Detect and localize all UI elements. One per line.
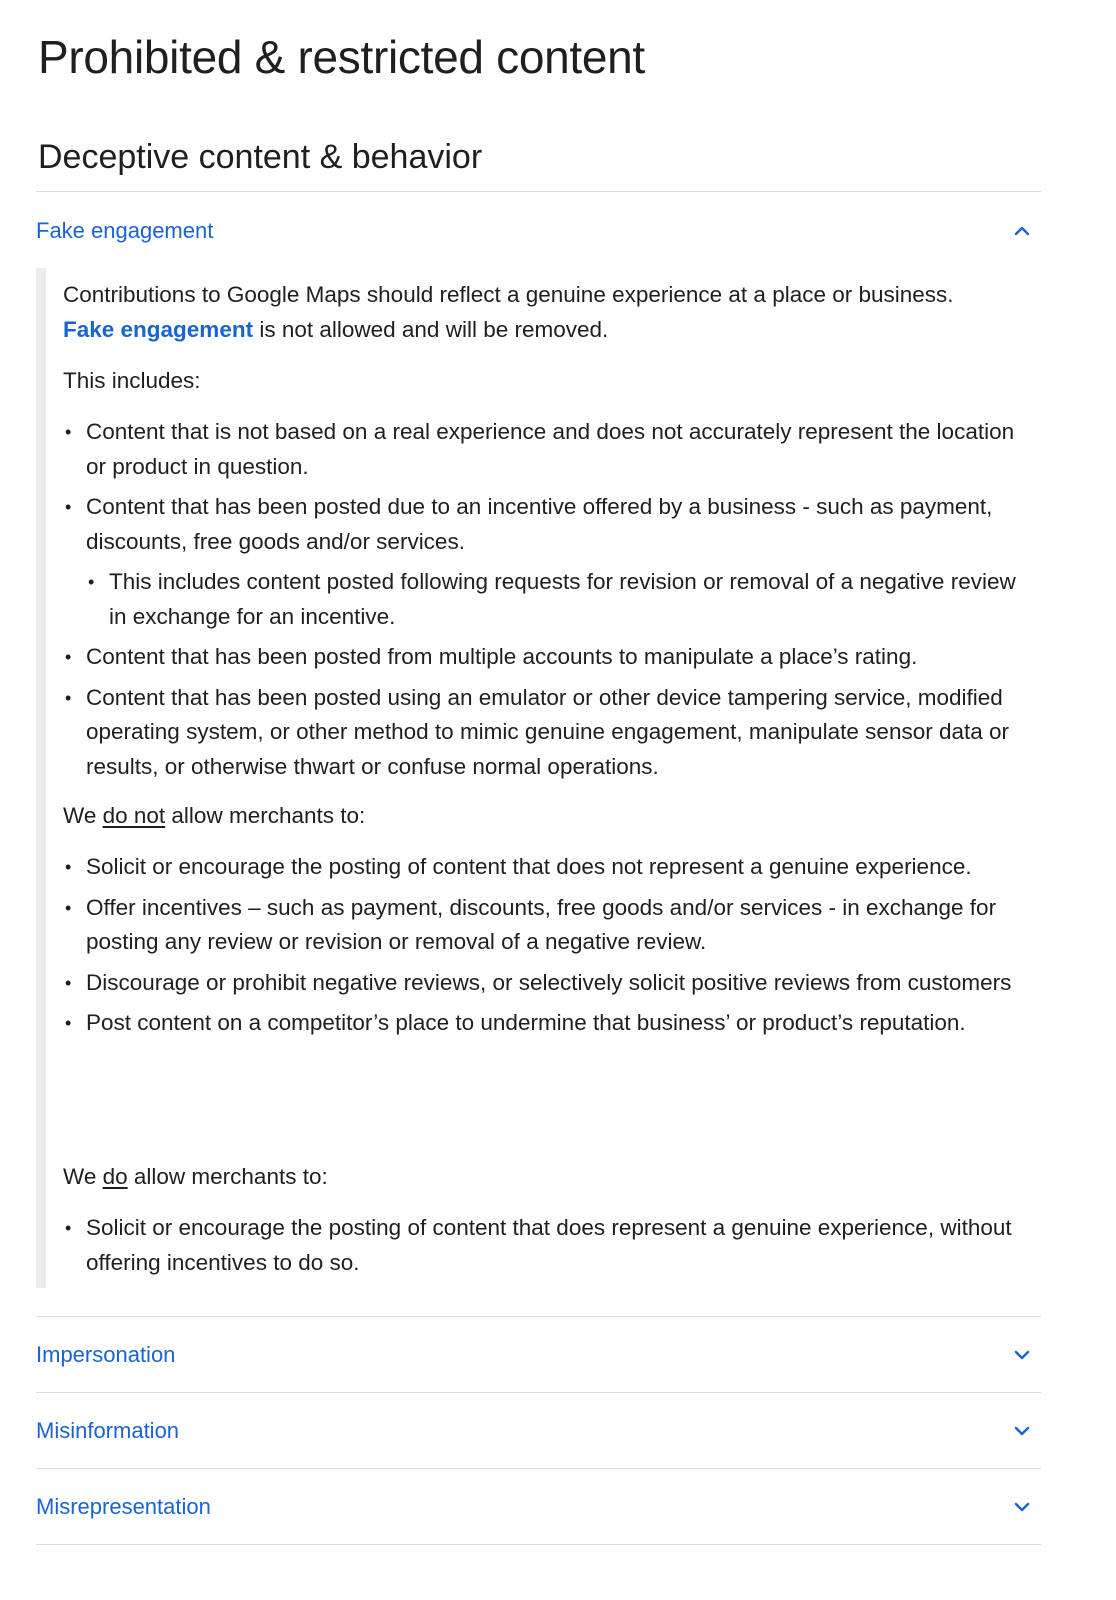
list-item: • Post content on a competitor’s place to undermine that business’ or product’s reputation.: [63, 1006, 1033, 1041]
includes-list: [63, 415, 1033, 790]
not-allow-list: [63, 850, 1033, 1047]
allow-list: [63, 1211, 1033, 1286]
divider: [36, 1392, 1041, 1393]
list-item: • Discourage or prohibit negative reviews, or selectively solicit positive reviews from customers: [63, 966, 1033, 1001]
list-item: • Content that has been posted due to an incentive offered by a business - such as payment, discounts, free goods and/or services.: [63, 490, 1033, 559]
divider: [36, 1316, 1041, 1317]
accordion-title-misrepresentation: Misrepresentation: [36, 1494, 211, 1519]
list-item: • Content that has been posted using an emulator or other device tampering service, modified operating system, or other method to mimic genuine engagement, manipulate sensor data or results, or otherwise thwart or confuse normal operations.: [63, 681, 1033, 785]
accordion-header-fake-engagement[interactable]: [36, 211, 1041, 251]
allow-emphasis: do: [102, 1164, 128, 1189]
accordion-header-impersonation[interactable]: [36, 1335, 1041, 1375]
not-allow-suffix: allow merchants to:: [165, 803, 366, 828]
divider: [36, 191, 1041, 192]
chevron-down-icon[interactable]: [1011, 1496, 1033, 1518]
not-allow-prefix: We: [63, 803, 103, 828]
divider: [36, 1544, 1041, 1545]
page-title: Prohibited & restricted content: [38, 31, 645, 83]
list-item: • Solicit or encourage the posting of content that does not represent a genuine experience.: [63, 850, 1033, 885]
not-allow-heading: [63, 799, 1033, 834]
list-item: • Solicit or encourage the posting of content that does represent a genuine experience, without offering incentives to do so.: [63, 1211, 1033, 1280]
list-item: • Content that has been posted from multiple accounts to manipulate a place’s rating.: [63, 640, 1033, 675]
intro-text: Contributions to Google Maps should reflect a genuine experience at a place or business.: [63, 282, 954, 307]
chevron-down-icon[interactable]: [1011, 1344, 1033, 1366]
intro-tail: is not allowed and will be removed.: [253, 316, 609, 342]
chevron-down-icon[interactable]: [1011, 1420, 1033, 1442]
not-allow-emphasis: do not: [102, 803, 166, 828]
list-item: • Offer incentives – such as payment, discounts, free goods and/or services - in exchange for posting any review or revision or removal of a negative review.: [63, 891, 1033, 960]
allow-suffix: allow merchants to:: [127, 1164, 328, 1189]
accordion-title-misinformation: Misinformation: [36, 1418, 180, 1443]
accordion-title-impersonation: Impersonation: [36, 1342, 176, 1367]
divider: [36, 1468, 1041, 1469]
list-item: • Content that is not based on a real experience and does not accurately represent the location or product in question.: [63, 415, 1033, 484]
accordion-header-misinformation[interactable]: [36, 1411, 1041, 1451]
section-title: Deceptive content & behavior: [38, 138, 483, 176]
fake-engagement-link[interactable]: Fake engagement: [63, 316, 254, 342]
accordion-header-misrepresentation[interactable]: [36, 1487, 1041, 1527]
accordion-title-fake-engagement: Fake engagement: [36, 218, 214, 243]
sub-list-item: • This includes content posted following requests for revision or removal of a negative review in exchange for an incentive.: [86, 565, 1033, 634]
accordion-panel-fake-engagement: [36, 268, 1041, 1288]
chevron-up-icon[interactable]: [1011, 220, 1033, 242]
allow-prefix: We: [63, 1164, 103, 1189]
includes-heading: This includes:: [63, 368, 201, 393]
intro-paragraph: [63, 278, 1033, 347]
allow-heading: [63, 1160, 1033, 1195]
